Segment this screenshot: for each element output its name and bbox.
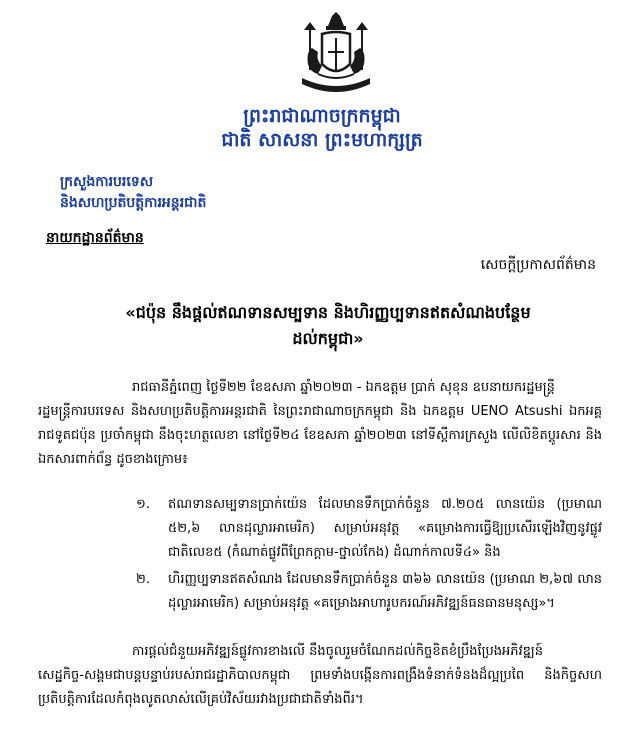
headline [70, 300, 586, 352]
department-name: នាយកដ្ឋានព័ត៌មាន [46, 230, 144, 246]
headline-line1: «ជប៉ុន នឹងផ្តល់ឥណទានសម្បទាន និងហិរញ្ញប្បទានឥតសំណងបន្ថែម [125, 303, 531, 322]
ministry-name-line1: ក្រសួងការបរទេស [60, 174, 154, 190]
press-release-label: សេចក្តីប្រកាសព័ត៌មាន [480, 257, 596, 273]
closing-paragraph-first-line: ការផ្តល់ជំនួយអភិវឌ្ឍន៍ផ្លូវការខាងលើ នឹងចូលរួមចំណែកដល់កិច្ចខិតខំប្រឹងប្រែងអភិវឌ្ឍន៍ [132, 644, 543, 659]
intro-paragraph-rest: រដ្ឋមន្ត្រីការបរទេស និងសហប្រតិបត្តិការអន្តរជាតិ នៃព្រះរាជាណាចក្រកម្ពុជា និង ឯកឧត្តម UENO Atsushi ឯកអគ្គរាជទូតជប៉ុន ប្រចាំកម្ពុជា នឹងចុះហត្ថលេខា នៅថ្ងៃទី២៤ ខែឧសភា ឆ្នាំ២០២៣ នៅទីស្តីការក្រសួង លើលិខិតប្តូរសារ និងឯកសារពាក់ព័ន្ធ ដូចខាងក្រោម៖ [38, 404, 602, 467]
list-item-text: ឥណទានសម្បទានប្រាក់យ៉េន ដែលមានទឹកប្រាក់ចំនួន ៧.២០៥ លានយ៉េន (ប្រមាណ ៥២,៦ លានដុល្លារអាមេរិក) សម្រាប់អនុវត្ត «គម្រោងការធ្វើឱ្យប្រសើរឡើងវិញនូវផ្លូវជាតិលេខ៥ (កំណាត់ផ្លូវពីព្រែកក្តាម-ថ្នាល់កែង) ដំណាក់កាលទី៤» និង [168, 497, 602, 560]
headline-line2: ដល់កម្ពុជា» [292, 329, 364, 348]
list-item-text: ហិរញ្ញប្បទានឥតសំណង ដែលមានទឹកប្រាក់ចំនួន ៣៦៦ លានយ៉េន (ប្រមាណ ២,៦៧ លានដុល្លារអាមេរិក) សម្រាប់អនុវត្ត «គម្រោងអាហារូបករណ៍អភិវឌ្ឍន៍ធនធានមនុស្ស»។ [168, 572, 602, 611]
intro-paragraph-first-line: រាជធានីភ្នំពេញ ថ្ងៃទី២២ ខែឧសភា ឆ្នាំ២០២៣ - ឯកឧត្តម ប្រាក់ សុខុន ឧបនាយករដ្ឋមន្ត្រី [132, 380, 555, 395]
list-item-number: ២. [136, 572, 150, 587]
closing-paragraph-rest: សេដ្ឋកិច្ច-សង្គមជាបន្តបន្ទាប់របស់រាជរដ្ឋាភិបាលកម្ពុជា ព្រមទាំងបង្កើនការពង្រឹងទំនាក់ទំនងដ៏ល្អប្រពៃ និងកិច្ចសហប្រតិបត្តិការដែលកំពុងលូតលាស់លើគ្រប់វិស័យរវាងប្រជាជាតិទាំងពីរ។ [38, 668, 602, 707]
royal-coat-of-arms-emblem [288, 12, 384, 104]
kingdom-title: ព្រះរាជាណាចក្រកម្ពុជា [243, 105, 401, 127]
list-item-number: ១. [136, 497, 150, 512]
ministry-name-line2: និងសហប្រតិបត្តិការអន្តរជាតិ [60, 195, 207, 211]
national-motto: ជាតិ សាសនា ព្រះមហាក្សត្រ [221, 129, 423, 151]
